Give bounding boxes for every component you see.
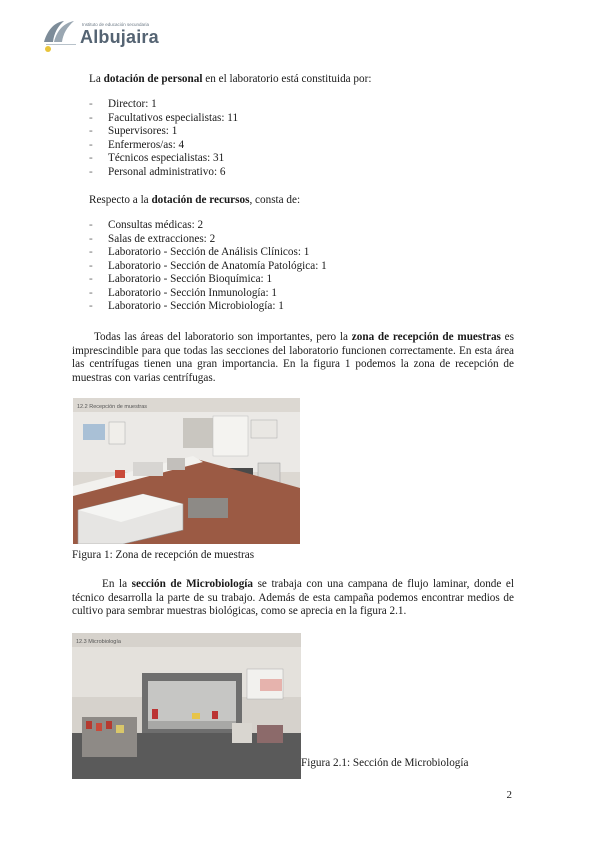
staff-intro: La dotación de personal en el laboratorio está constituida por: (89, 73, 372, 85)
logo-dot-icon (45, 46, 51, 52)
list-item: - Salas de extracciones: 2 (89, 233, 327, 247)
logo-tagline: Instituto de educación secundaria (82, 22, 150, 27)
microbiology-photo (72, 633, 301, 779)
list-item: - Laboratorio - Sección Inmunología: 1 (89, 287, 327, 301)
list-item: - Supervisores: 1 (89, 125, 238, 139)
list-item: - Laboratorio - Sección Microbiología: 1 (89, 300, 327, 314)
staff-intro-bold: dotación de personal (103, 73, 203, 85)
page-number: 2 (506, 789, 512, 801)
figure-2-photo (72, 633, 301, 779)
staff-list (89, 98, 238, 179)
microbiology-paragraph-bold: sección de Microbiología (131, 578, 254, 590)
logo-name: Albujaira (80, 27, 159, 47)
list-item: - Técnicos especialistas: 31 (89, 152, 238, 166)
list-item: - Enfermeros/as: 4 (89, 139, 238, 153)
list-item: - Personal administrativo: 6 (89, 166, 238, 180)
reception-paragraph-bold: zona de recepción de muestras (351, 331, 501, 343)
figure-2-caption: Figura 2.1: Sección de Microbiología (301, 757, 469, 769)
figure-2-inner-title: 12.3 Microbiología (76, 639, 121, 645)
list-item: - Facultativos especialistas: 11 (89, 112, 238, 126)
list-item: - Consultas médicas: 2 (89, 219, 327, 233)
reception-paragraph: Todas las áreas del laboratorio son importantes, pero la zona de recepción de muestras es imprescindible para que todas las secciones del laboratorio funcionen correctamente. En esta área las centrífugas tienen una gran importancia. En la figura 1 podemos la zona de recepción de muestras con varias centrífugas. (72, 331, 514, 384)
logo-swoosh-icon (42, 18, 78, 46)
reception-photo (73, 398, 300, 544)
resources-intro-bold: dotación de recursos (151, 194, 250, 206)
school-logo (40, 18, 180, 54)
list-item: - Laboratorio - Sección Bioquímica: 1 (89, 273, 327, 287)
list-item: - Director: 1 (89, 98, 238, 112)
resources-intro: Respecto a la dotación de recursos, consta de: (89, 194, 301, 206)
list-item: - Laboratorio - Sección de Anatomía Patológica: 1 (89, 260, 327, 274)
figure-1-caption: Figura 1: Zona de recepción de muestras (72, 549, 255, 561)
figure-1-photo (73, 398, 300, 544)
microbiology-paragraph: En la sección de Microbiología se trabaja con una campana de flujo laminar, donde el técnico desarrolla la parte de su trabajo. Además de esta campaña podemos encontrar medios de cultivo para sembrar muestras biológicas, como se aprecia en la figura 2.1. (72, 578, 514, 617)
figure-1-inner-title: 12.2 Recepción de muestras (77, 404, 148, 410)
resources-list (89, 219, 327, 314)
list-item: - Laboratorio - Sección de Análisis Clínicos: 1 (89, 246, 327, 260)
